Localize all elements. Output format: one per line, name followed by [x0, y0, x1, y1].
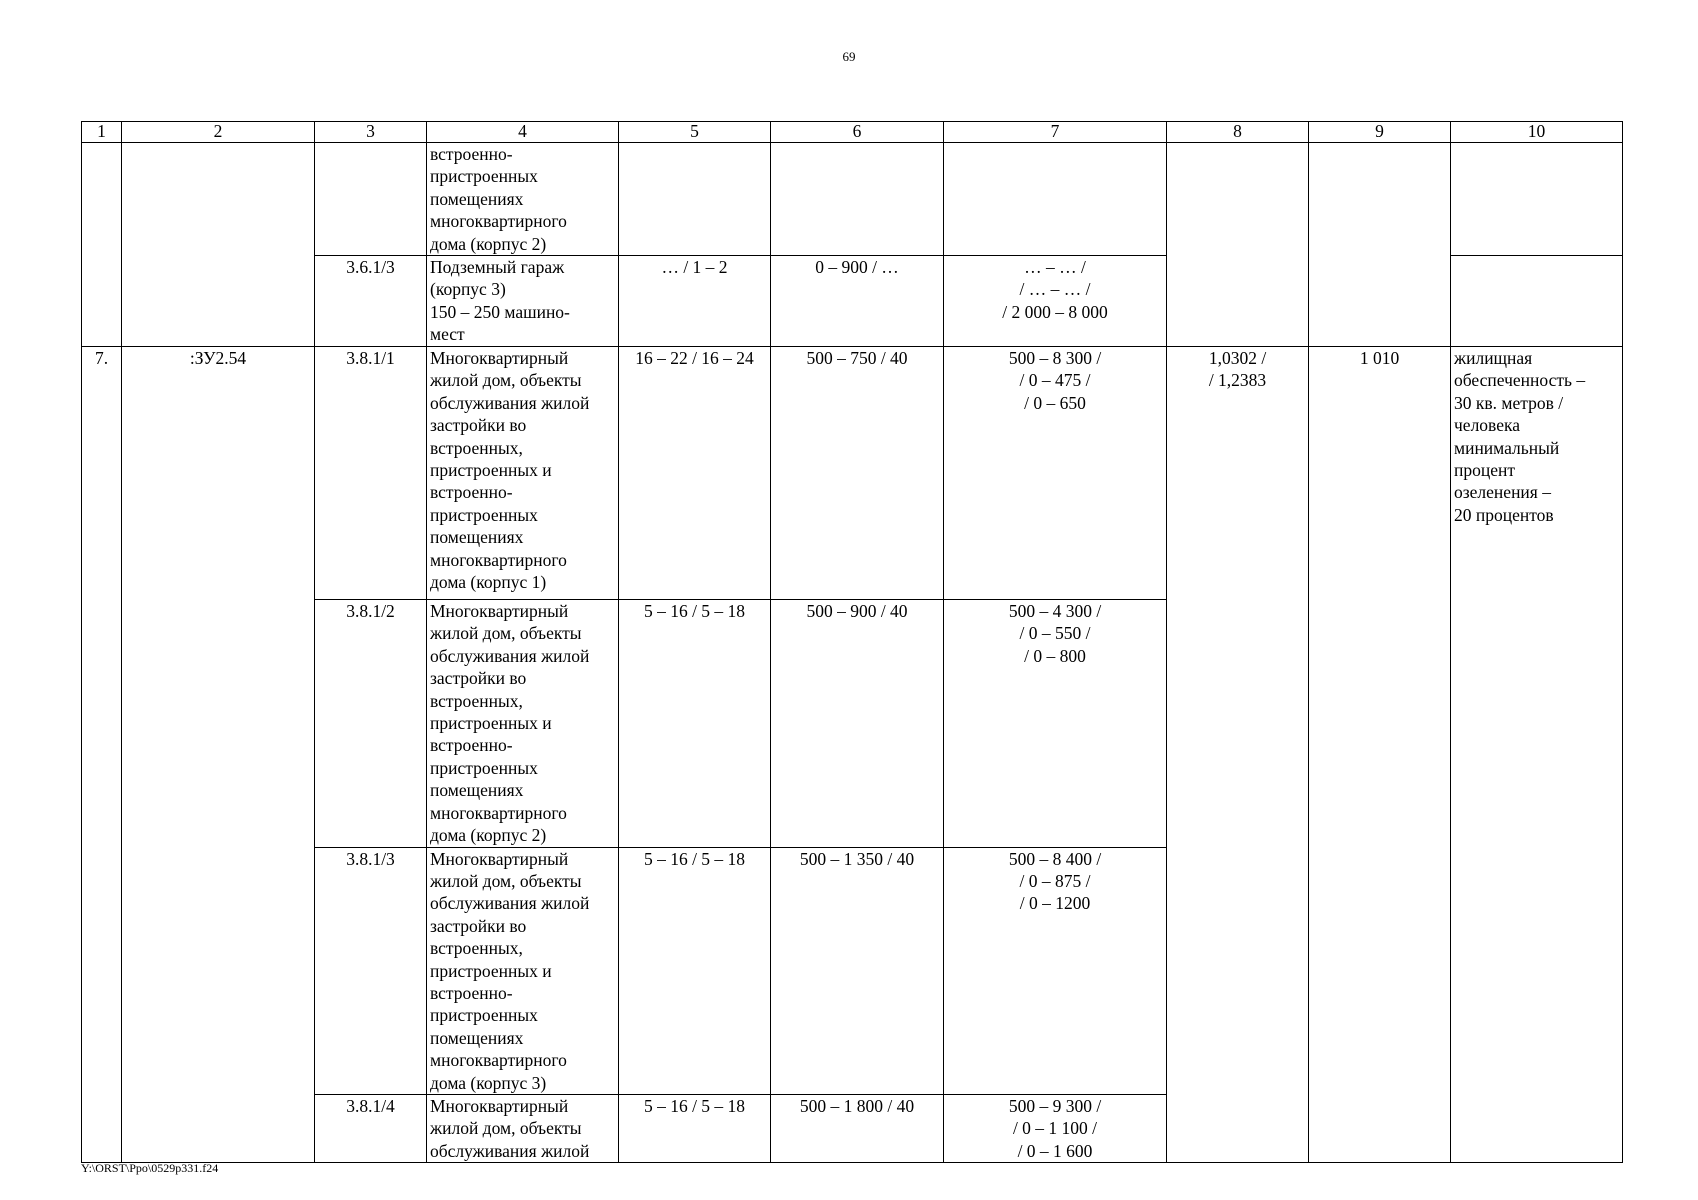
table-header-row: [82, 122, 1623, 143]
height-cell: 500 – 1 800 / 40: [771, 1094, 944, 1162]
header-cell: 1: [82, 122, 122, 143]
header-cell: 6: [771, 122, 944, 143]
capacity-cell: 1 010: [1309, 347, 1451, 1163]
header-cell: 8: [1167, 122, 1309, 143]
parcel-cell: [122, 143, 315, 347]
floors-cell: 16 – 22 / 16 – 24: [619, 347, 771, 600]
area-cell: [944, 143, 1167, 256]
description-cell: Многоквартирный жилой дом, объекты обслуживания жилой: [427, 1094, 619, 1162]
row-number-cell: [82, 143, 122, 347]
height-cell: 0 – 900 / …: [771, 256, 944, 347]
code-cell: 3.6.1/3: [315, 256, 427, 347]
height-cell: [771, 143, 944, 256]
code-cell: 3.8.1/3: [315, 847, 427, 1094]
description-cell: Многоквартирный жилой дом, объекты обслуживания жилой застройки во встроенных, пристроенных и встроенно- пристроенных помещениях многоквартирного дома (корпус 3): [427, 847, 619, 1094]
file-path-footer: Y:\ORST\Ppo\0529p331.f24: [81, 1161, 219, 1175]
area-cell: … – … / / … – … / / 2 000 – 8 000: [944, 256, 1167, 347]
area-cell: 500 – 8 300 / / 0 – 475 / / 0 – 650: [944, 347, 1167, 600]
height-cell: 500 – 1 350 / 40: [771, 847, 944, 1094]
header-cell: 4: [427, 122, 619, 143]
table-row: [82, 143, 1623, 256]
description-cell: Подземный гараж (корпус 3) 150 – 250 машино- мест: [427, 256, 619, 347]
description-cell: Многоквартирный жилой дом, объекты обслуживания жилой застройки во встроенных, пристроенных и встроенно- пристроенных помещениях многоквартирного дома (корпус 2): [427, 600, 619, 847]
height-cell: 500 – 750 / 40: [771, 347, 944, 600]
row-number-cell: 7.: [82, 347, 122, 1163]
description-cell: встроенно- пристроенных помещениях многоквартирного дома (корпус 2): [427, 143, 619, 256]
area-cell: 500 – 9 300 / / 0 – 1 100 / / 0 – 1 600: [944, 1094, 1167, 1162]
header-cell: 2: [122, 122, 315, 143]
density-cell: [1167, 143, 1309, 347]
code-cell: [315, 143, 427, 256]
header-cell: 10: [1451, 122, 1623, 143]
header-cell: 3: [315, 122, 427, 143]
description-cell: Многоквартирный жилой дом, объекты обслуживания жилой застройки во встроенных, пристроенных и встроенно- пристроенных помещениях многоквартирного дома (корпус 1): [427, 347, 619, 600]
capacity-cell: [1309, 143, 1451, 347]
header-cell: 5: [619, 122, 771, 143]
height-cell: 500 – 900 / 40: [771, 600, 944, 847]
page-number: 69: [842, 49, 856, 64]
header-cell: 7: [944, 122, 1167, 143]
code-cell: 3.8.1/4: [315, 1094, 427, 1162]
floors-cell: 5 – 16 / 5 – 18: [619, 847, 771, 1094]
area-cell: 500 – 8 400 / / 0 – 875 / / 0 – 1200: [944, 847, 1167, 1094]
code-cell: 3.8.1/2: [315, 600, 427, 847]
document-table: [81, 121, 1623, 1163]
density-cell: 1,0302 / / 1,2383: [1167, 347, 1309, 1163]
floors-cell: … / 1 – 2: [619, 256, 771, 347]
floors-cell: 5 – 16 / 5 – 18: [619, 1094, 771, 1162]
area-cell: 500 – 4 300 / / 0 – 550 / / 0 – 800: [944, 600, 1167, 847]
notes-cell: жилищная обеспеченность – 30 кв. метров / человека минимальный процент озеленения – 20 процентов: [1451, 347, 1623, 1163]
code-cell: 3.8.1/1: [315, 347, 427, 600]
floors-cell: [619, 143, 771, 256]
notes-cell: [1451, 143, 1623, 256]
floors-cell: 5 – 16 / 5 – 18: [619, 600, 771, 847]
table-row: [82, 347, 1623, 600]
notes-cell: [1451, 256, 1623, 347]
header-cell: 9: [1309, 122, 1451, 143]
parcel-cell: :ЗУ2.54: [122, 347, 315, 1163]
